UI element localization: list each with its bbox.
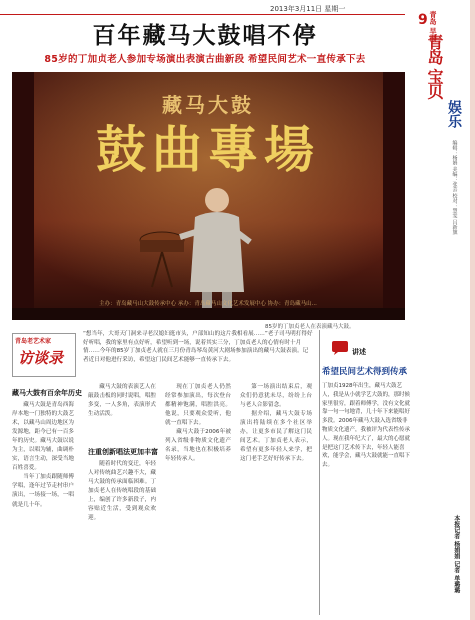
paragraph: 据介绍，藏马大鼓专场演出将陆续在多个社区举办，让更多市民了解这门民间艺术。丁加贞老人表示，希望有更多年轻人来学，把这门老手艺好好传承下去。: [240, 411, 312, 463]
lecture-title: 希望民间艺术得到传承: [322, 367, 408, 377]
section-heading-history: 藏马大鼓有百余年历史: [12, 389, 82, 397]
stage-photo: [12, 72, 405, 320]
article-column-2b: [88, 460, 156, 523]
brand-logo: 青岛 宝贝: [425, 34, 444, 99]
article-column-3: [165, 383, 231, 464]
speech-icon: [330, 340, 350, 356]
column-divider: [319, 330, 320, 615]
rail-edge: [470, 0, 475, 620]
banner-footer-text: 主办：青岛藏马山大鼓传承中心 承办：青岛藏马山文化艺术发展中心 协办：青岛藏马山...: [99, 301, 317, 307]
paragraph: 现在丁加贞老人仍然经常参加演出，每次登台都精神饱满，唱腔洪亮。他说，只要观众爱听，他就一直唱下去。: [165, 384, 231, 427]
dateline: 2013年3月11日 星期一: [270, 5, 346, 13]
section-heading-innovation: 注重创新唱法更加丰富: [88, 448, 158, 456]
article-intro: “想当年，大哥天门洞来寻老汉媳妇逛市头，户部知山的这片我相看展……”老子司马明打得好好听唱，我的家里有点好听，希望听到一场，说着其实三分，丁加贞老人的心情有时十月情……今年的85岁丁加贞老人就在三月份青岛琴岛黄河大剧场参加演出的藏马大鼓表演。记者近日对他进行采访，希望这门民间艺术能够一直传承下去。: [83, 331, 313, 363]
editor-credits: 编辑：杨娟 美编：张芸 校对：慧雯 吕新旗: [451, 140, 458, 235]
interview-badge-top: 青岛老艺术家: [15, 338, 52, 345]
paper-name: 青岛 早报: [429, 11, 437, 42]
banner-big-text: 鼓曲專場: [96, 120, 320, 179]
banner-small-text: 藏马大鼓: [162, 93, 254, 117]
headline: 百年藏马大鼓唱不停: [92, 22, 318, 49]
stage-photo-graphic: [12, 72, 405, 320]
top-rule: [0, 14, 405, 15]
section-title: 娱乐: [446, 100, 462, 128]
photo-caption: 85岁的丁加贞老人在表演藏马大鼓。: [265, 324, 355, 330]
page-number: 9: [418, 12, 428, 28]
reporter-credit: 本报记者 杨娟娟 记者 单璐璐: [452, 515, 460, 594]
lecture-label: 讲述: [352, 348, 366, 356]
paragraph: 藏马大鼓是青岛西海岸本地一门独特的大鼓艺术，以藏马山周边地区为发源地，距今已有一百多年的历史。藏马大鼓以说为主，以唱为辅，曲调朴实，语言生动，深受当地百姓喜爱。: [12, 402, 74, 472]
interview-badge-title: 访谈录: [18, 349, 64, 367]
paragraph: 当年丁加贞跟随师傅学唱，逢年过节走村串户演出，一场接一场，一唱就是几十年。: [12, 474, 74, 508]
paragraph: 藏马大鼓的表演艺人在敲鼓击板的同时说唱，唱腔多变，一人多角，表演形式生动活泼。: [88, 384, 156, 418]
subheadline: 85岁的丁加贞老人参加专场演出表演古曲新段 希望民间艺术一直传承下去: [44, 54, 366, 65]
paragraph: 第一场演出结束后，观众们仍意犹未尽，纷纷上台与老人合影留念。: [240, 384, 312, 409]
paragraph: 藏马大鼓于2006年被列入省级非物质文化遗产名录，当地也在积极培养年轻传承人。: [165, 429, 231, 463]
paragraph: 随着时代的变迁，年轻人对传统曲艺兴趣不大，藏马大鼓的传承面临困难。丁加贞老人在传统唱段的基础上，编创了许多新段子，内容贴近生活，受到观众欢迎。: [88, 461, 156, 522]
article-column-4: [240, 383, 312, 464]
article-column-2: [88, 383, 156, 419]
article-column-1: [12, 401, 74, 510]
lecture-body: 丁加贞1928年出生，藏马大鼓艺人，我是从小就学艺大鼓的，那时候家里很穷，跟着师傅学，没有文化就靠一句一句地背，几十年下来能唱好多段。2006年藏马大鼓入选省级非物质文化遗产，我被评为代表性传承人。现在我年纪大了，最大的心愿就是把这门艺术传下去，年轻人能喜欢，能学会，藏马大鼓就能一直唱下去。: [322, 383, 411, 469]
